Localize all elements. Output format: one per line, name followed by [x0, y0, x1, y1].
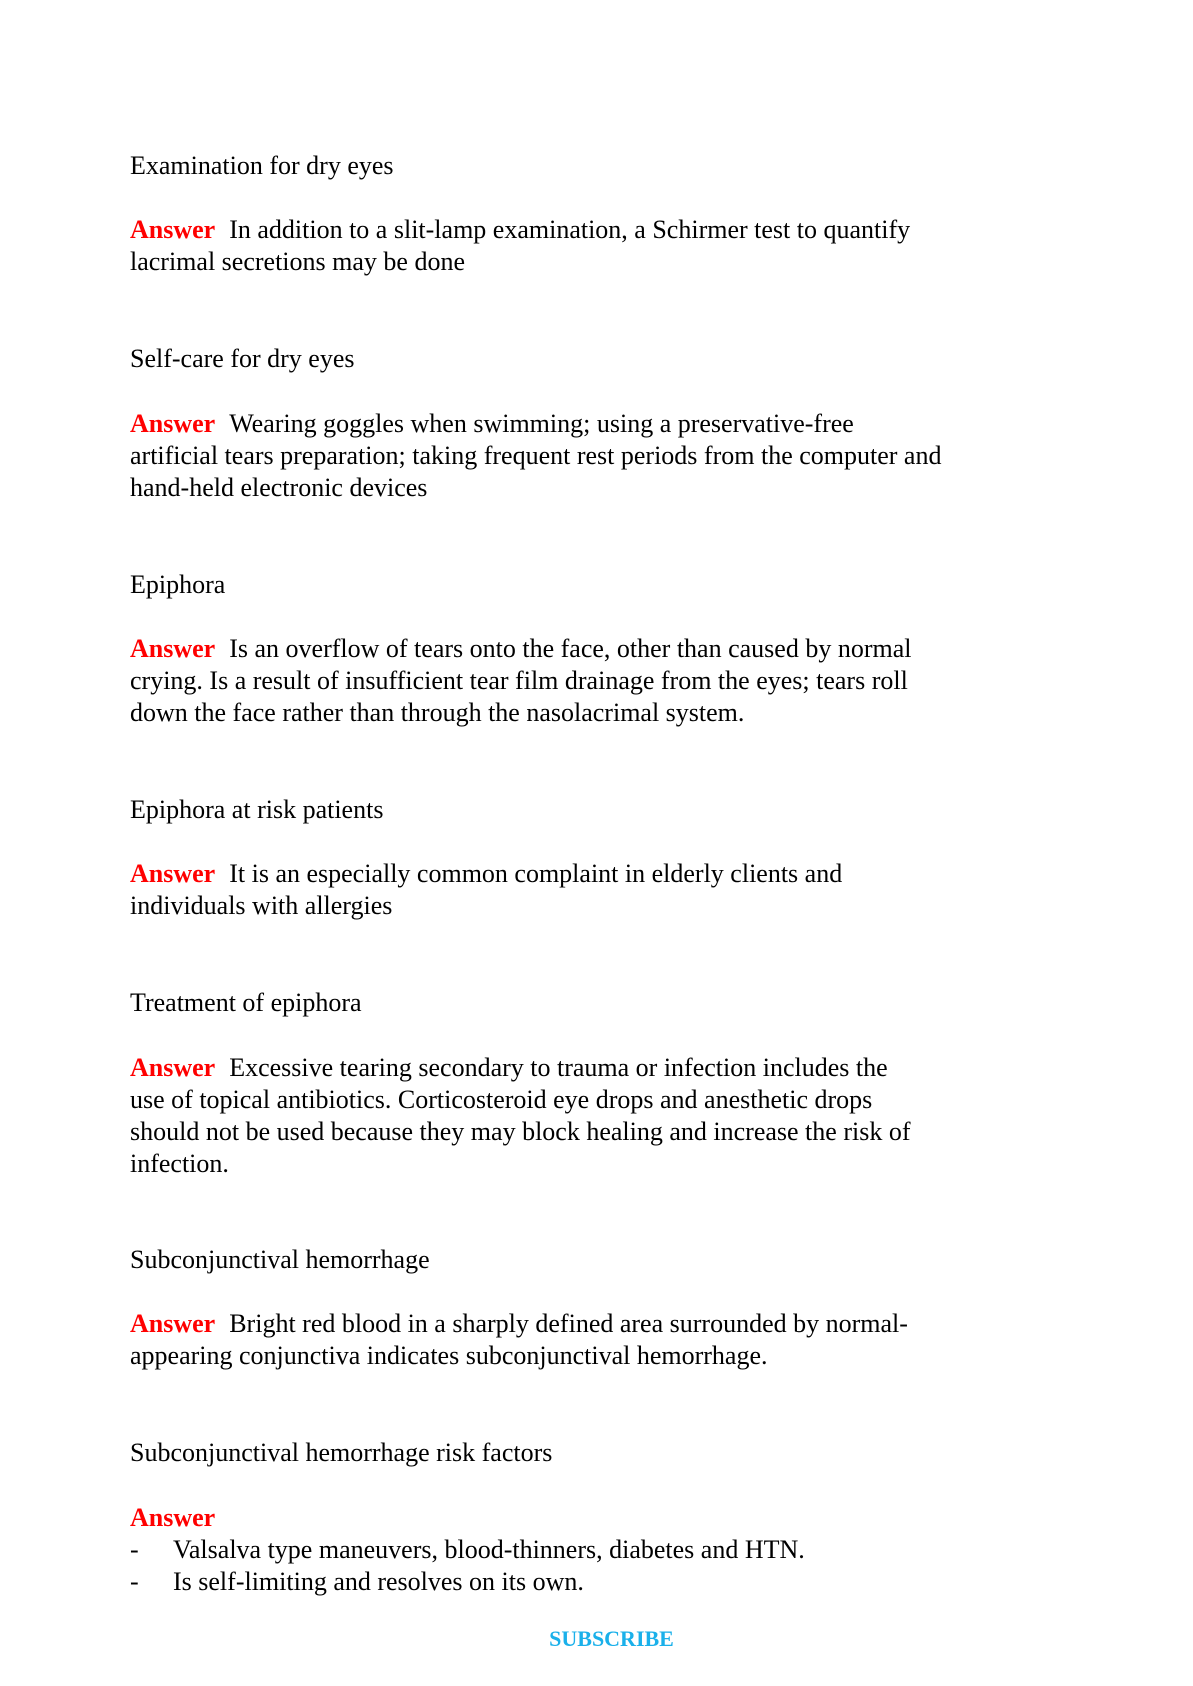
- answer-text: crying. Is a result of insufficient tear film drainage from the eyes; tears roll: [130, 666, 908, 695]
- question-heading: Epiphora at risk patients: [130, 795, 384, 824]
- answer-label: Answer: [130, 1309, 216, 1338]
- answer-label: Answer: [130, 409, 216, 438]
- answer-text: appearing conjunctiva indicates subconjunctival hemorrhage.: [130, 1341, 768, 1370]
- answer-block: [130, 1502, 805, 1598]
- answer-label: Answer: [130, 1503, 216, 1532]
- answer-text: use of topical antibiotics. Corticosteroid eye drops and anesthetic drops: [130, 1085, 873, 1114]
- answer-label: Answer: [130, 634, 216, 663]
- bullet-text: Valsalva type maneuvers, blood-thinners, diabetes and HTN.: [173, 1535, 805, 1564]
- answer-text: should not be used because they may block healing and increase the risk of: [130, 1117, 911, 1146]
- answer-text: In addition to a slit-lamp examination, a Schirmer test to quantify: [229, 215, 911, 244]
- answer-text: Bright red blood in a sharply defined area surrounded by normal-: [229, 1309, 908, 1338]
- answer-text: It is an especially common complaint in elderly clients and: [229, 859, 843, 888]
- answer-text: infection.: [130, 1149, 229, 1178]
- subscribe-link[interactable]: SUBSCRIBE: [549, 1626, 674, 1651]
- answer-text: individuals with allergies: [130, 891, 393, 920]
- question-heading: Subconjunctival hemorrhage: [130, 1245, 430, 1274]
- bullet-item: [130, 1534, 805, 1566]
- answer-text: lacrimal secretions may be done: [130, 247, 465, 276]
- answer-label: Answer: [130, 215, 216, 244]
- question-heading: Subconjunctival hemorrhage risk factors: [130, 1438, 553, 1467]
- answer-text: Is an overflow of tears onto the face, other than caused by normal: [229, 634, 912, 663]
- answer-text: artificial tears preparation; taking frequent rest periods from the computer and: [130, 441, 942, 470]
- answer-text: down the face rather than through the nasolacrimal system.: [130, 698, 745, 727]
- answer-block: [130, 633, 911, 729]
- answer-block: [130, 858, 842, 922]
- bullet-marker: -: [130, 1535, 139, 1564]
- bullet-text: Is self-limiting and resolves on its own.: [173, 1567, 584, 1596]
- answer-block: [130, 1052, 910, 1180]
- question-heading: Examination for dry eyes: [130, 151, 394, 180]
- answer-text: Wearing goggles when swimming; using a preservative-free: [229, 409, 854, 438]
- answer-block: [130, 408, 941, 504]
- answer-block: [130, 214, 910, 278]
- question-heading: Self-care for dry eyes: [130, 344, 355, 373]
- answer-label: Answer: [130, 859, 216, 888]
- bullet-item: [130, 1566, 805, 1598]
- question-heading: Treatment of epiphora: [130, 988, 362, 1017]
- answer-text: Excessive tearing secondary to trauma or infection includes the: [229, 1053, 888, 1082]
- answer-label: Answer: [130, 1053, 216, 1082]
- question-heading: Epiphora: [130, 570, 226, 599]
- answer-text: hand-held electronic devices: [130, 473, 428, 502]
- bullet-marker: -: [130, 1567, 139, 1596]
- answer-block: [130, 1308, 908, 1372]
